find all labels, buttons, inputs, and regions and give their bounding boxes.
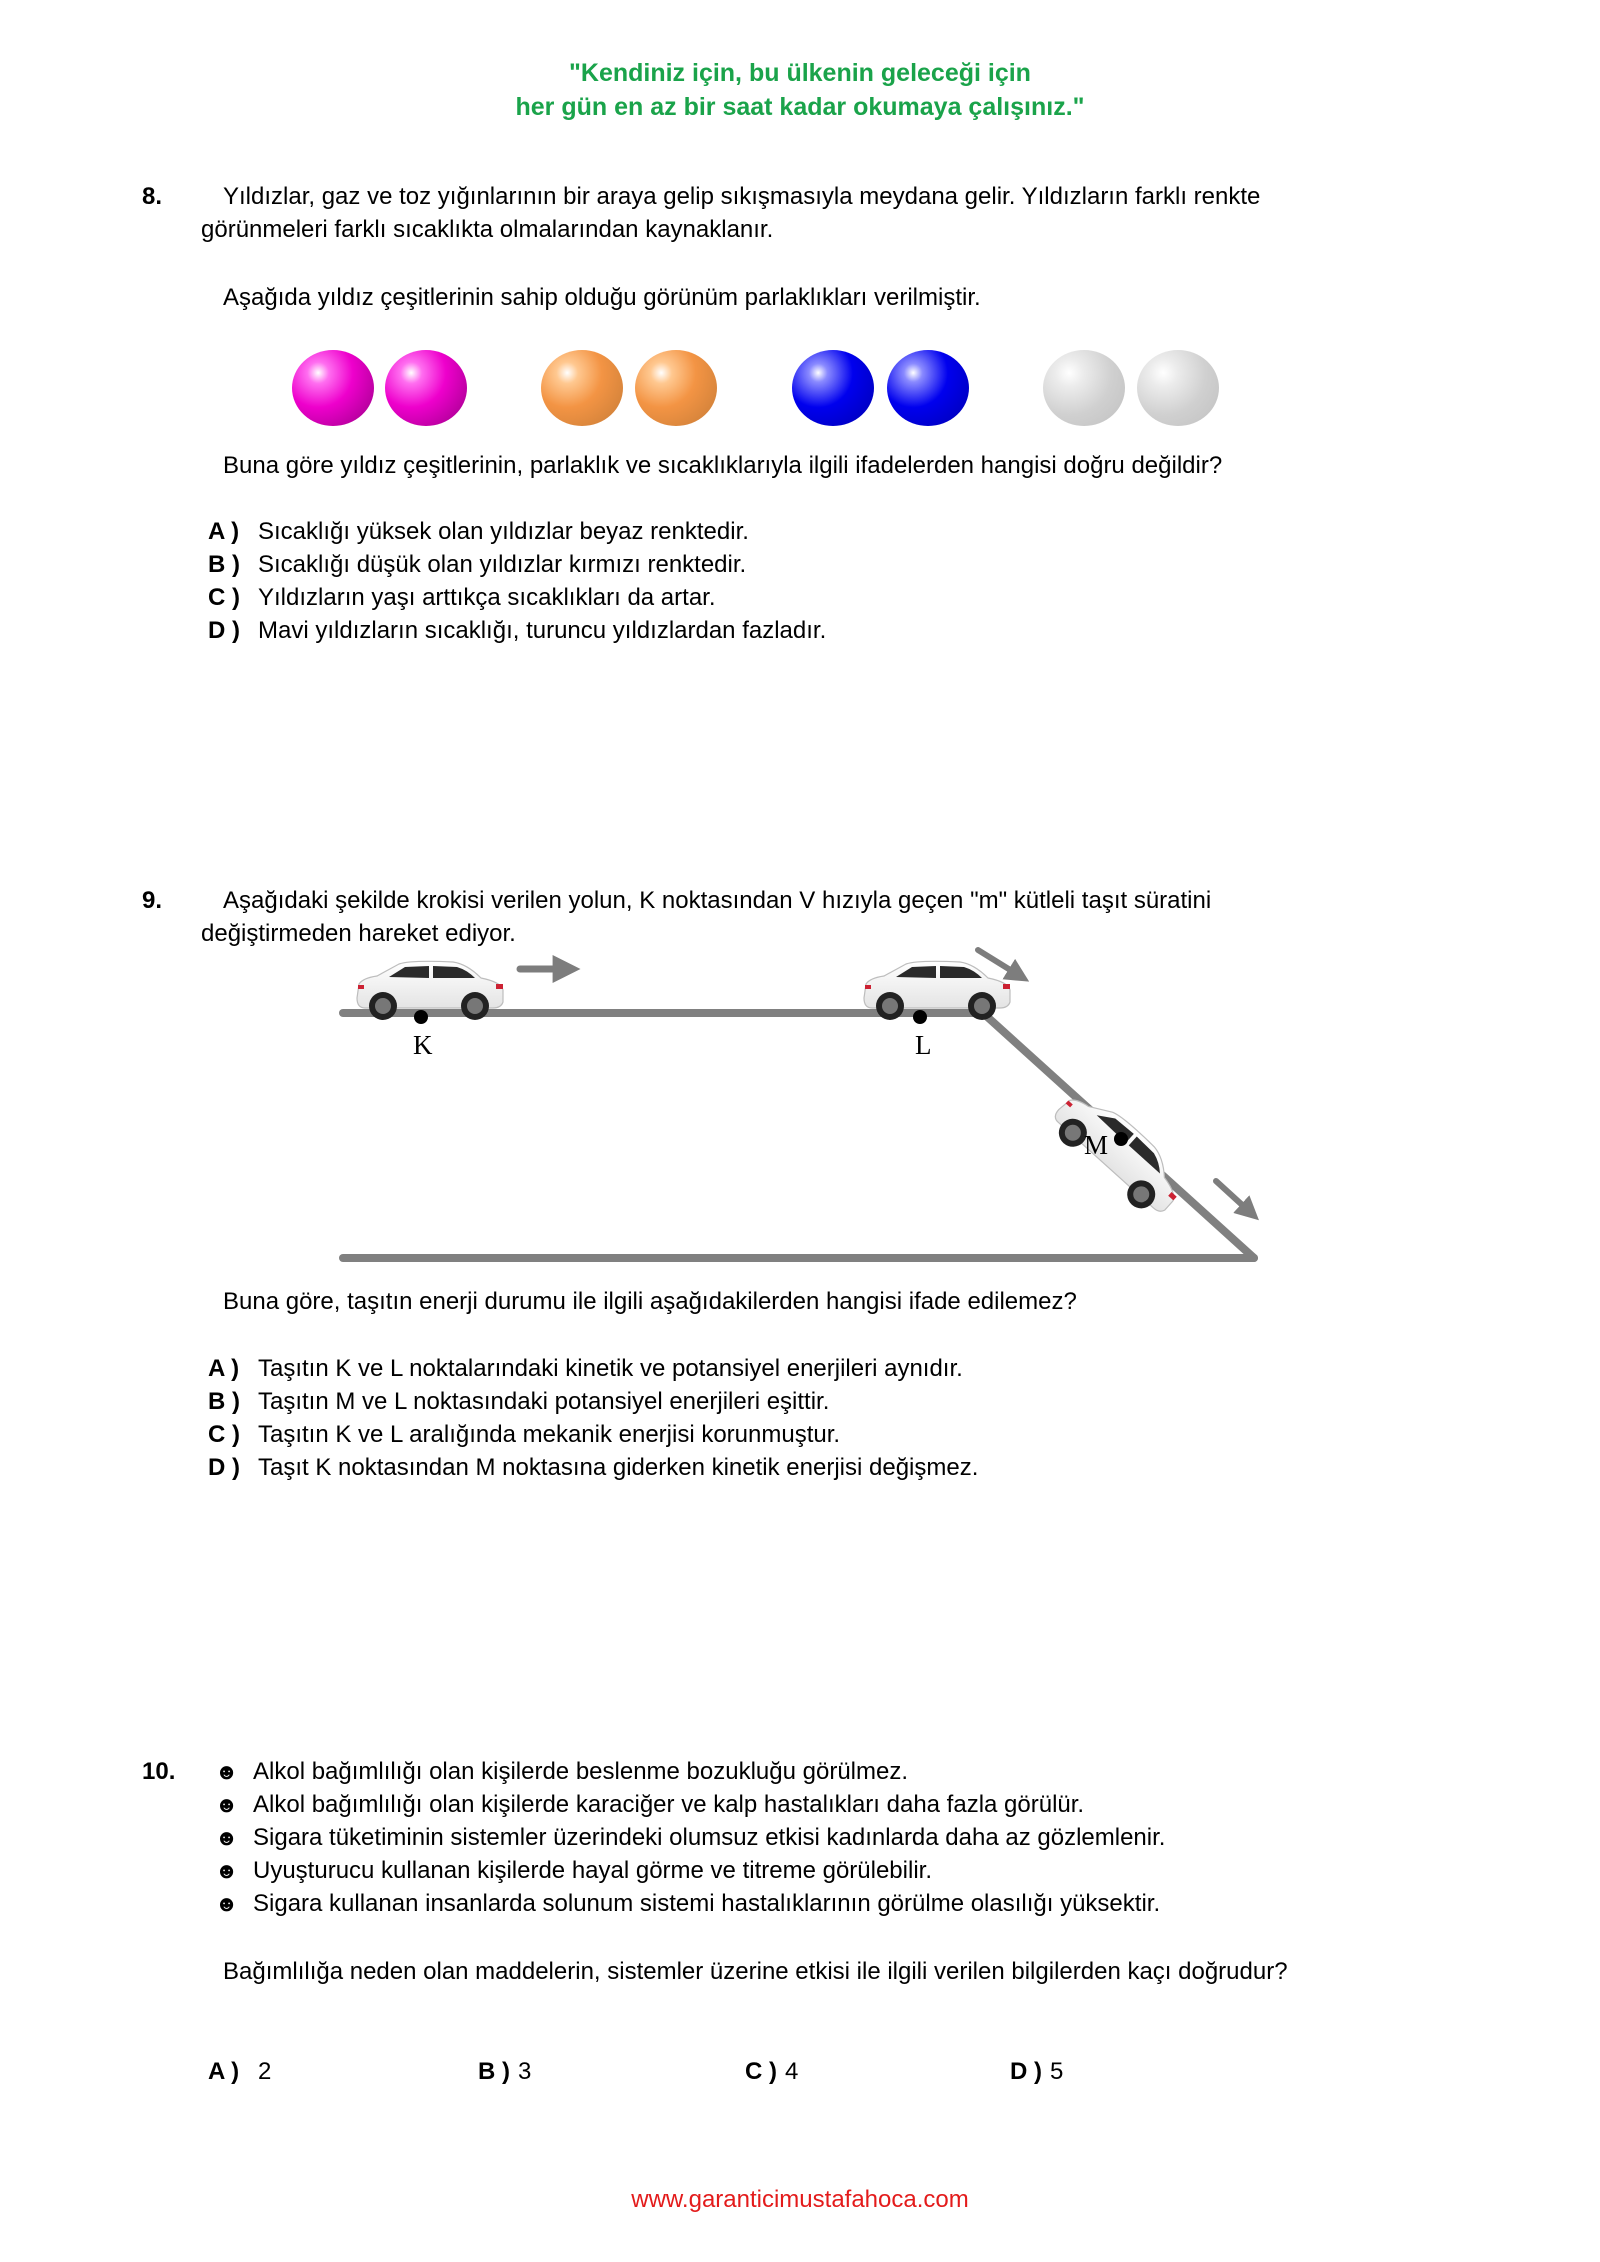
option-text: 4 [785, 2058, 799, 2085]
option-c[interactable] [208, 1418, 840, 1451]
question-number: 8. [142, 183, 163, 210]
option-text: Taşıt K noktasından M noktasına giderken kinetik enerjisi değişmez. [258, 1454, 979, 1481]
option-text: 5 [1050, 2058, 1064, 2085]
smiley-bullet-icon: ☻ [215, 1792, 239, 1817]
question-number: 9. [142, 887, 163, 914]
option-text: Taşıtın K ve L aralığında mekanik enerjisi korunmuştur. [258, 1421, 841, 1448]
question-stem: Bağımlılığa neden olan maddelerin, sistemler üzerine etkisi ile ilgili verilen bilgilerden kaçı doğrudur? [223, 1958, 1288, 1985]
option-letter: C ) [208, 584, 240, 611]
option-b[interactable] [208, 1385, 829, 1418]
statement-text: Alkol bağımlılığı olan kişilerde karaciğer ve kalp hastalıkları daha fazla görülür. [253, 1791, 1085, 1818]
footer-website-link[interactable]: www.garanticimustafahoca.com [631, 2186, 969, 2213]
option-letter: D ) [208, 617, 240, 644]
option-letter: A ) [208, 2058, 240, 2085]
question-stem: Buna göre yıldız çeşitlerinin, parlaklık ve sıcaklıklarıyla ilgili ifadelerden hangisi doğru değildir? [223, 452, 1223, 479]
option-c[interactable] [745, 2055, 798, 2088]
option-letter: B ) [208, 1388, 240, 1415]
statement-text: Sigara tüketiminin sistemler üzerindeki olumsuz etkisi kadınlarda daha az gözlemlenir. [253, 1824, 1166, 1851]
option-letter: B ) [208, 551, 240, 578]
option-letter: C ) [745, 2058, 777, 2085]
point-label-l: L [915, 1030, 932, 1060]
option-letter: D ) [1010, 2058, 1042, 2085]
option-a[interactable] [208, 2055, 271, 2088]
motto-line-2: her gün en az bir saat kadar okumaya çalışınız." [515, 93, 1085, 121]
option-text: Sıcaklığı düşük olan yıldızlar kırmızı renktedir. [258, 551, 747, 578]
smiley-bullet-icon: ☻ [215, 1891, 239, 1916]
question-lead: Aşağıda yıldız çeşitlerinin sahip olduğu görünüm parlaklıkları verilmiştir. [223, 284, 981, 311]
option-letter: B ) [478, 2058, 510, 2085]
option-text: 2 [258, 2058, 272, 2085]
point-label-m: M [1084, 1130, 1109, 1160]
statement-item [215, 1854, 932, 1887]
option-text: Mavi yıldızların sıcaklığı, turuncu yıldızlardan fazladır. [258, 617, 827, 644]
smiley-bullet-icon: ☻ [215, 1825, 239, 1850]
option-text: Taşıtın M ve L noktasındaki potansiyel enerjileri eşittir. [258, 1388, 830, 1415]
statement-item [215, 1821, 1165, 1854]
option-text: 3 [518, 2058, 532, 2085]
statement-text: Uyuşturucu kullanan kişilerde hayal görme ve titreme görülebilir. [253, 1857, 932, 1884]
option-d[interactable] [208, 1451, 978, 1484]
statement-text: Sigara kullanan insanlarda solunum sistemi hastalıklarının görülme olasılığı yüksektir. [253, 1890, 1161, 1917]
option-text: Taşıtın K ve L noktalarındaki kinetik ve potansiyel enerjileri aynıdır. [258, 1355, 963, 1382]
option-text: Yıldızların yaşı arttıkça sıcaklıkları da artar. [258, 584, 716, 611]
option-letter: A ) [208, 518, 240, 545]
question-number: 10. [142, 1758, 176, 1785]
statement-item [215, 1755, 908, 1788]
question-stem: Buna göre, taşıtın enerji durumu ile ilgili aşağıdakilerden hangisi ifade edilemez? [223, 1288, 1077, 1315]
option-letter: D ) [208, 1454, 240, 1481]
statement-item [215, 1788, 1084, 1821]
question-intro-line-2: görünmeleri farklı sıcaklıkta olmalarından kaynaklanır. [201, 216, 774, 243]
option-a[interactable] [208, 1352, 963, 1385]
option-d[interactable] [1010, 2055, 1063, 2088]
motto-line-1: "Kendiniz için, bu ülkenin geleceği için [569, 59, 1031, 87]
question-intro-line-1: Yıldızlar, gaz ve toz yığınlarının bir araya gelip sıkışmasıyla meydana gelir. Yıldızların farklı renkte [223, 183, 1261, 210]
statement-text: Alkol bağımlılığı olan kişilerde beslenme bozukluğu görülmez. [253, 1758, 909, 1785]
option-letter: A ) [208, 1355, 240, 1382]
option-letter: C ) [208, 1421, 240, 1448]
statement-item [215, 1887, 1160, 1920]
point-label-k: K [413, 1030, 433, 1060]
option-text: Sıcaklığı yüksek olan yıldızlar beyaz renktedir. [258, 518, 749, 545]
question-intro-line-2: değiştirmeden hareket ediyor. [201, 920, 516, 947]
smiley-bullet-icon: ☻ [215, 1858, 239, 1883]
option-b[interactable] [478, 2055, 531, 2088]
question-intro-line-1: Aşağıdaki şekilde krokisi verilen yolun, K noktasından V hızıyla geçen "m" kütleli taşıt süratini [223, 887, 1212, 914]
smiley-bullet-icon: ☻ [215, 1759, 239, 1784]
